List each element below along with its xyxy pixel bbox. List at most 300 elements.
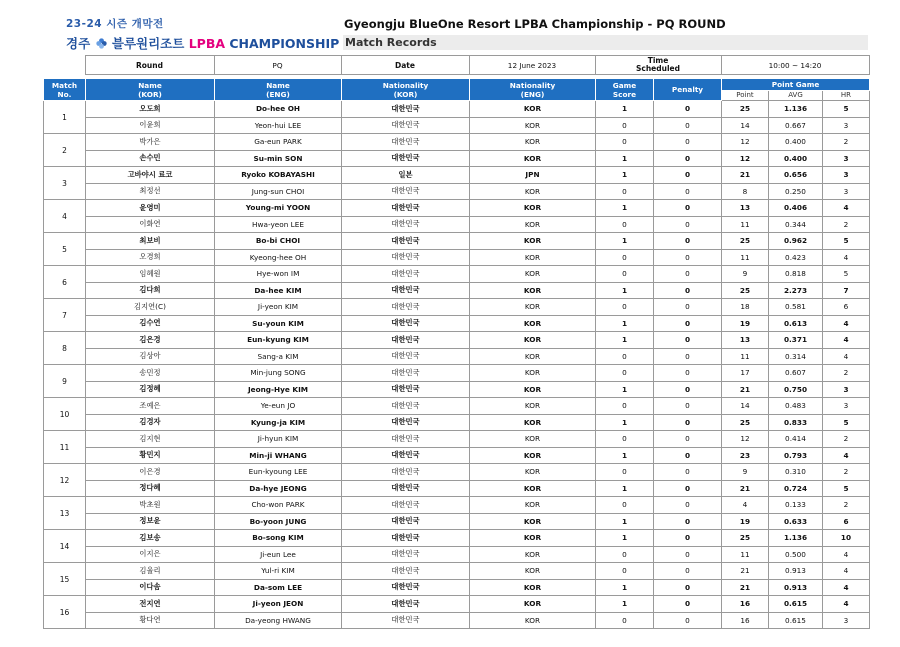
penalty: 0 <box>654 365 722 382</box>
nationality-kor: 대한민국 <box>342 596 470 613</box>
nationality-kor: 대한민국 <box>342 513 470 530</box>
match-number: 9 <box>44 365 86 398</box>
nationality-kor: 대한민국 <box>342 579 470 596</box>
table-row <box>44 332 870 349</box>
table-row <box>44 513 870 530</box>
player-name-kor: 윤영미 <box>86 200 215 217</box>
player-name-kor: 이은경 <box>86 464 215 481</box>
table-row <box>44 365 870 382</box>
player-name-kor: 김지연(C) <box>86 299 215 316</box>
nationality-kor: 대한민국 <box>342 282 470 299</box>
table-row <box>44 348 870 365</box>
game-score: 0 <box>596 348 654 365</box>
table-row <box>44 183 870 200</box>
col-avg: AVG <box>769 91 823 101</box>
round-info-table <box>43 55 870 75</box>
nationality-kor: 대한민국 <box>342 216 470 233</box>
average: 0.656 <box>769 167 823 184</box>
time-label-line1: Time <box>647 56 669 65</box>
page-title: Gyeongju BlueOne Resort LPBA Championship - PQ ROUND <box>344 17 726 31</box>
player-name-kor: 김정혜 <box>86 381 215 398</box>
nationality-eng: KOR <box>470 464 596 481</box>
high-run: 3 <box>823 183 870 200</box>
player-name-kor: 이윤희 <box>86 117 215 134</box>
average: 0.607 <box>769 365 823 382</box>
game-score: 1 <box>596 101 654 118</box>
table-row <box>44 249 870 266</box>
nationality-eng: KOR <box>470 612 596 629</box>
penalty: 0 <box>654 530 722 547</box>
game-score: 0 <box>596 612 654 629</box>
player-name-eng: Sang-a KIM <box>215 348 342 365</box>
player-name-kor: 오도희 <box>86 101 215 118</box>
average: 1.136 <box>769 530 823 547</box>
game-score: 0 <box>596 134 654 151</box>
table-row <box>44 216 870 233</box>
player-name-kor: 이지은 <box>86 546 215 563</box>
player-name-kor: 김율리 <box>86 563 215 580</box>
nationality-kor: 대한민국 <box>342 249 470 266</box>
match-number: 7 <box>44 299 86 332</box>
point: 14 <box>722 398 769 415</box>
game-score: 1 <box>596 150 654 167</box>
player-name-kor: 박초원 <box>86 497 215 514</box>
table-row <box>44 150 870 167</box>
average: 2.273 <box>769 282 823 299</box>
player-name-eng: Ryoko KOBAYASHI <box>215 167 342 184</box>
game-score: 1 <box>596 315 654 332</box>
point: 19 <box>722 513 769 530</box>
high-run: 4 <box>823 579 870 596</box>
nationality-kor: 대한민국 <box>342 464 470 481</box>
player-name-eng: Eun-kyung KIM <box>215 332 342 349</box>
table-row <box>44 497 870 514</box>
point: 9 <box>722 266 769 283</box>
player-name-eng: Min-jung SONG <box>215 365 342 382</box>
nationality-kor: 대한민국 <box>342 315 470 332</box>
player-name-kor: 임혜원 <box>86 266 215 283</box>
point: 8 <box>722 183 769 200</box>
nationality-eng: KOR <box>470 365 596 382</box>
player-name-kor: 김다희 <box>86 282 215 299</box>
nationality-kor: 대한민국 <box>342 183 470 200</box>
nationality-eng: KOR <box>470 596 596 613</box>
player-name-eng: Yul-ri KIM <box>215 563 342 580</box>
penalty: 0 <box>654 315 722 332</box>
nationality-eng: KOR <box>470 480 596 497</box>
point: 9 <box>722 464 769 481</box>
point: 13 <box>722 332 769 349</box>
nationality-kor: 대한민국 <box>342 348 470 365</box>
match-number: 11 <box>44 431 86 464</box>
table-row <box>44 480 870 497</box>
nationality-kor: 대한민국 <box>342 233 470 250</box>
player-name-eng: Su-min SON <box>215 150 342 167</box>
nationality-kor: 일본 <box>342 167 470 184</box>
high-run: 4 <box>823 332 870 349</box>
penalty: 0 <box>654 513 722 530</box>
penalty: 0 <box>654 299 722 316</box>
brand-name <box>66 34 340 52</box>
high-run: 3 <box>823 398 870 415</box>
nationality-eng: KOR <box>470 299 596 316</box>
nationality-kor: 대한민국 <box>342 414 470 431</box>
point: 21 <box>722 381 769 398</box>
table-row <box>44 398 870 415</box>
brand-lpba: LPBA <box>188 36 226 51</box>
game-score: 0 <box>596 464 654 481</box>
penalty: 0 <box>654 381 722 398</box>
high-run: 6 <box>823 299 870 316</box>
penalty: 0 <box>654 332 722 349</box>
nationality-kor: 대한민국 <box>342 431 470 448</box>
point: 12 <box>722 150 769 167</box>
nationality-kor: 대한민국 <box>342 546 470 563</box>
penalty: 0 <box>654 249 722 266</box>
game-score: 0 <box>596 546 654 563</box>
match-number: 15 <box>44 563 86 596</box>
average: 0.724 <box>769 480 823 497</box>
player-name-eng: Jeong-Hye KIM <box>215 381 342 398</box>
player-name-kor: 최정선 <box>86 183 215 200</box>
nationality-kor: 대한민국 <box>342 398 470 415</box>
nationality-kor: 대한민국 <box>342 299 470 316</box>
player-name-kor: 김수연 <box>86 315 215 332</box>
table-row <box>44 530 870 547</box>
nationality-kor: 대한민국 <box>342 332 470 349</box>
high-run: 4 <box>823 348 870 365</box>
game-score: 0 <box>596 563 654 580</box>
match-number: 8 <box>44 332 86 365</box>
player-name-eng: Cho-won PARK <box>215 497 342 514</box>
col-penalty: Penalty <box>654 79 722 101</box>
nationality-kor: 대한민국 <box>342 365 470 382</box>
average: 0.414 <box>769 431 823 448</box>
penalty: 0 <box>654 612 722 629</box>
point: 25 <box>722 101 769 118</box>
table-row <box>44 612 870 629</box>
average: 0.423 <box>769 249 823 266</box>
col-point-game: Point Game <box>722 79 870 91</box>
player-name-eng: Su-youn KIM <box>215 315 342 332</box>
game-score: 0 <box>596 365 654 382</box>
high-run: 5 <box>823 101 870 118</box>
nationality-kor: 대한민국 <box>342 101 470 118</box>
penalty: 0 <box>654 233 722 250</box>
match-number: 6 <box>44 266 86 299</box>
player-name-kor: 김보송 <box>86 530 215 547</box>
average: 0.400 <box>769 150 823 167</box>
game-score: 1 <box>596 200 654 217</box>
nationality-kor: 대한민국 <box>342 447 470 464</box>
high-run: 4 <box>823 249 870 266</box>
average: 0.400 <box>769 134 823 151</box>
point: 12 <box>722 431 769 448</box>
point: 25 <box>722 530 769 547</box>
nationality-eng: KOR <box>470 431 596 448</box>
table-row <box>44 464 870 481</box>
average: 0.667 <box>769 117 823 134</box>
high-run: 4 <box>823 200 870 217</box>
player-name-eng: Ji-yeon JEON <box>215 596 342 613</box>
point: 13 <box>722 200 769 217</box>
nationality-kor: 대한민국 <box>342 612 470 629</box>
high-run: 4 <box>823 596 870 613</box>
penalty: 0 <box>654 101 722 118</box>
season-label: 23-24 시즌 개막전 <box>66 18 164 30</box>
nationality-kor: 대한민국 <box>342 497 470 514</box>
penalty: 0 <box>654 266 722 283</box>
brand-championship: CHAMPIONSHIP <box>229 36 340 51</box>
date-label: Date <box>341 56 469 75</box>
average: 0.633 <box>769 513 823 530</box>
nationality-kor: 대한민국 <box>342 530 470 547</box>
point: 23 <box>722 447 769 464</box>
average: 0.133 <box>769 497 823 514</box>
nationality-eng: KOR <box>470 150 596 167</box>
high-run: 2 <box>823 365 870 382</box>
col-name-kor: Name (KOR) <box>86 79 215 101</box>
average: 0.344 <box>769 216 823 233</box>
time-value: 10:00 ~ 14:20 <box>721 56 869 75</box>
average: 0.483 <box>769 398 823 415</box>
match-number: 12 <box>44 464 86 497</box>
nationality-eng: JPN <box>470 167 596 184</box>
table-row <box>44 546 870 563</box>
nationality-kor: 대한민국 <box>342 266 470 283</box>
average: 0.833 <box>769 414 823 431</box>
average: 0.913 <box>769 563 823 580</box>
info-blank <box>43 56 85 75</box>
nationality-eng: KOR <box>470 398 596 415</box>
nationality-eng: KOR <box>470 530 596 547</box>
penalty: 0 <box>654 579 722 596</box>
player-name-eng: Ji-hyun KIM <box>215 431 342 448</box>
high-run: 2 <box>823 464 870 481</box>
player-name-eng: Hye-won IM <box>215 266 342 283</box>
player-name-eng: Bo-bi CHOI <box>215 233 342 250</box>
match-records-table <box>43 78 870 629</box>
game-score: 1 <box>596 480 654 497</box>
col-hr: HR <box>823 91 870 101</box>
point: 21 <box>722 579 769 596</box>
nationality-eng: KOR <box>470 249 596 266</box>
time-label-line2: Scheduled <box>635 64 680 73</box>
player-name-eng: Bo-yoon JUNG <box>215 513 342 530</box>
penalty: 0 <box>654 414 722 431</box>
date-value: 12 June 2023 <box>469 56 595 75</box>
col-nat-kor: Nationality (KOR) <box>342 79 470 101</box>
point: 25 <box>722 414 769 431</box>
brand-resort: 블루원리조트 <box>111 36 185 51</box>
average: 0.250 <box>769 183 823 200</box>
nationality-kor: 대한민국 <box>342 563 470 580</box>
penalty: 0 <box>654 183 722 200</box>
penalty: 0 <box>654 464 722 481</box>
penalty: 0 <box>654 117 722 134</box>
high-run: 3 <box>823 381 870 398</box>
penalty: 0 <box>654 563 722 580</box>
nationality-kor: 대한민국 <box>342 480 470 497</box>
point: 17 <box>722 365 769 382</box>
game-score: 1 <box>596 282 654 299</box>
player-name-kor: 황민지 <box>86 447 215 464</box>
game-score: 1 <box>596 513 654 530</box>
nationality-eng: KOR <box>470 315 596 332</box>
game-score: 1 <box>596 530 654 547</box>
game-score: 0 <box>596 266 654 283</box>
average: 0.500 <box>769 546 823 563</box>
game-score: 1 <box>596 447 654 464</box>
col-game-score: Game Score <box>596 79 654 101</box>
table-row <box>44 167 870 184</box>
high-run: 3 <box>823 167 870 184</box>
player-name-kor: 황다연 <box>86 612 215 629</box>
nationality-eng: KOR <box>470 266 596 283</box>
point: 18 <box>722 299 769 316</box>
round-value: PQ <box>214 56 341 75</box>
match-number: 2 <box>44 134 86 167</box>
high-run: 5 <box>823 480 870 497</box>
penalty: 0 <box>654 596 722 613</box>
player-name-kor: 손수민 <box>86 150 215 167</box>
player-name-kor: 박가은 <box>86 134 215 151</box>
high-run: 4 <box>823 563 870 580</box>
penalty: 0 <box>654 200 722 217</box>
average: 0.615 <box>769 612 823 629</box>
blueone-flower-icon <box>96 38 107 49</box>
point: 11 <box>722 348 769 365</box>
point: 25 <box>722 282 769 299</box>
penalty: 0 <box>654 348 722 365</box>
match-number: 13 <box>44 497 86 530</box>
table-row <box>44 315 870 332</box>
nationality-eng: KOR <box>470 134 596 151</box>
game-score: 0 <box>596 249 654 266</box>
nationality-eng: KOR <box>470 183 596 200</box>
player-name-eng: Kyung-ja KIM <box>215 414 342 431</box>
match-number: 1 <box>44 101 86 134</box>
player-name-kor: 정다혜 <box>86 480 215 497</box>
player-name-kor: 정보윤 <box>86 513 215 530</box>
game-score: 1 <box>596 332 654 349</box>
player-name-kor: 김상아 <box>86 348 215 365</box>
player-name-kor: 이다솜 <box>86 579 215 596</box>
nationality-eng: KOR <box>470 282 596 299</box>
nationality-eng: KOR <box>470 414 596 431</box>
high-run: 2 <box>823 497 870 514</box>
col-name-eng: Name (ENG) <box>215 79 342 101</box>
table-row <box>44 299 870 316</box>
point: 16 <box>722 596 769 613</box>
penalty: 0 <box>654 282 722 299</box>
game-score: 1 <box>596 381 654 398</box>
game-score: 1 <box>596 579 654 596</box>
penalty: 0 <box>654 497 722 514</box>
player-name-eng: Kyeong-hee OH <box>215 249 342 266</box>
nationality-eng: KOR <box>470 216 596 233</box>
high-run: 3 <box>823 117 870 134</box>
col-match-no: Match No. <box>44 79 86 101</box>
player-name-kor: 전지연 <box>86 596 215 613</box>
game-score: 0 <box>596 398 654 415</box>
point: 11 <box>722 216 769 233</box>
match-number: 10 <box>44 398 86 431</box>
match-number: 3 <box>44 167 86 200</box>
high-run: 5 <box>823 266 870 283</box>
match-number: 16 <box>44 596 86 629</box>
average: 0.371 <box>769 332 823 349</box>
average: 0.913 <box>769 579 823 596</box>
player-name-eng: Da-som LEE <box>215 579 342 596</box>
high-run: 5 <box>823 233 870 250</box>
table-row <box>44 282 870 299</box>
table-row <box>44 431 870 448</box>
point: 14 <box>722 117 769 134</box>
average: 0.613 <box>769 315 823 332</box>
player-name-eng: Min-ji WHANG <box>215 447 342 464</box>
match-number: 5 <box>44 233 86 266</box>
nationality-kor: 대한민국 <box>342 381 470 398</box>
high-run: 6 <box>823 513 870 530</box>
high-run: 3 <box>823 150 870 167</box>
point: 21 <box>722 167 769 184</box>
game-score: 0 <box>596 216 654 233</box>
average: 0.750 <box>769 381 823 398</box>
player-name-kor: 오경희 <box>86 249 215 266</box>
match-number: 4 <box>44 200 86 233</box>
player-name-kor: 고바야시 료코 <box>86 167 215 184</box>
nationality-eng: KOR <box>470 117 596 134</box>
average: 0.818 <box>769 266 823 283</box>
player-name-eng: Ji-eun Lee <box>215 546 342 563</box>
nationality-eng: KOR <box>470 381 596 398</box>
player-name-kor: 김지현 <box>86 431 215 448</box>
point: 11 <box>722 546 769 563</box>
point: 12 <box>722 134 769 151</box>
lpba-logo <box>66 16 340 52</box>
brand-city: 경주 <box>66 36 91 51</box>
table-row <box>44 596 870 613</box>
match-number: 14 <box>44 530 86 563</box>
table-row <box>44 200 870 217</box>
point: 11 <box>722 249 769 266</box>
average: 0.615 <box>769 596 823 613</box>
penalty: 0 <box>654 398 722 415</box>
high-run: 2 <box>823 431 870 448</box>
player-name-eng: Jung-sun CHOI <box>215 183 342 200</box>
point: 4 <box>722 497 769 514</box>
nationality-eng: KOR <box>470 546 596 563</box>
player-name-kor: 최보비 <box>86 233 215 250</box>
high-run: 5 <box>823 414 870 431</box>
game-score: 0 <box>596 431 654 448</box>
penalty: 0 <box>654 216 722 233</box>
player-name-eng: Ga-eun PARK <box>215 134 342 151</box>
player-name-eng: Young-mi YOON <box>215 200 342 217</box>
game-score: 1 <box>596 233 654 250</box>
col-nat-eng: Nationality (ENG) <box>470 79 596 101</box>
nationality-eng: KOR <box>470 563 596 580</box>
point: 21 <box>722 480 769 497</box>
player-name-kor: 김경자 <box>86 414 215 431</box>
player-name-eng: Ye-eun JO <box>215 398 342 415</box>
player-name-eng: Bo-song KIM <box>215 530 342 547</box>
table-row <box>44 117 870 134</box>
player-name-eng: Da-yeong HWANG <box>215 612 342 629</box>
high-run: 4 <box>823 315 870 332</box>
table-row <box>44 381 870 398</box>
